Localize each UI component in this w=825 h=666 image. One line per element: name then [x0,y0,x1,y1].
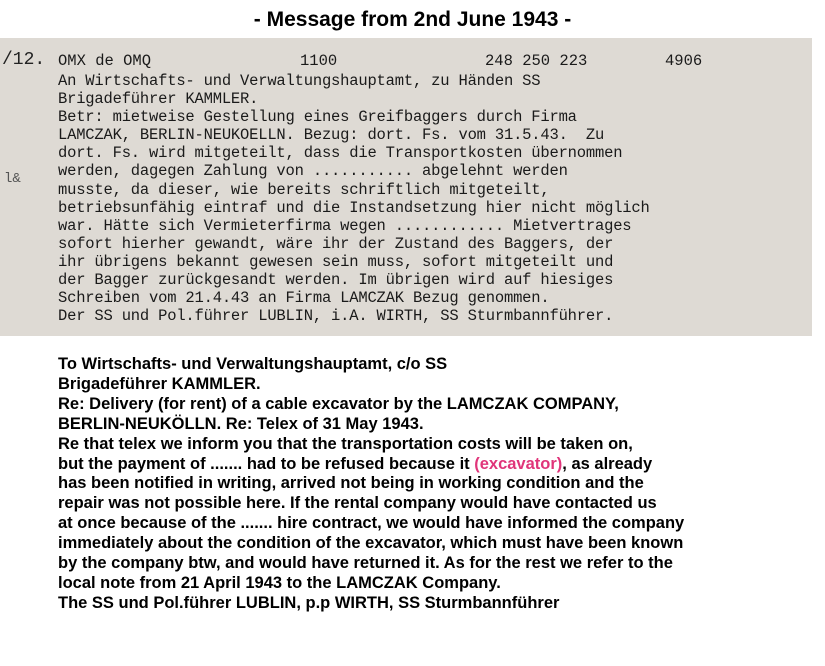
telex-line: Der SS und Pol.führer LUBLIN, i.A. WIRTH, SS Sturmbannführer. [58,307,614,326]
translation-line: at once because of the ....... hire contract, we would have informed the company [58,514,685,533]
telex-line: sofort hierher gewandt, wäre ihr der Zustand des Baggers, der [58,234,614,253]
telex-line: der Bagger zurückgesandt werden. Im übrigen wird auf hiesiges [58,271,614,290]
translation-segment: but the payment of ....... had to be refused because it [58,454,475,473]
telex-line: Brigadeführer KAMMLER. [58,90,259,109]
telex-line: Schreiben vom 21.4.43 an Firma LAMCZAK Bezug genommen. [58,289,550,308]
translation-line: BERLIN-NEUKÖLLN. Re: Telex of 31 May 1943. [58,414,424,433]
telex-sender: OMX de OMQ [58,52,152,70]
telex-line: musste, da dieser, wie bereits schriftlich mitgeteilt, [58,180,550,199]
telex-body [58,72,650,325]
telex-header-row [0,52,812,72]
translation-line: The SS und Pol.führer LUBLIN, p.p WIRTH, SS Sturmbannführer [58,593,560,612]
translation-line: Brigadeführer KAMMLER. [58,374,261,393]
telex-numbers: 248 250 223 [485,52,588,70]
translation-line: Re: Delivery (for rent) of a cable excavator by the LAMCZAK COMPANY, [58,394,619,413]
telex-line: ihr übrigens bekannt gewesen sein muss, sofort mitgeteilt und [58,252,614,271]
translation-line: has been notified in writing, arrived not being in working condition and the [58,474,644,493]
translation-line: Re that telex we inform you that the transportation costs will be taken on, [58,434,633,453]
translation-line [58,455,818,475]
telex-line: werden, dagegen Zahlung von ........... abgelehnt werden [58,162,568,181]
telex-time: 1100 [300,52,338,70]
translation-line: local note from 21 April 1943 to the LAMCZAK Company. [58,573,501,592]
telex-scan [0,38,812,336]
telex-margin-number: /12. [2,50,46,70]
telex-line: LAMCZAK, BERLIN-NEUKOELLN. Bezug: dort. Fs. vom 31.5.43. Zu [58,126,605,145]
telex-line: war. Hätte sich Vermieterfirma wegen ............ Mietvertrages [58,216,632,235]
telex-line: betriebsunfähig eintraf und die Instandsetzung hier nicht möglich [58,198,650,217]
telex-id: 4906 [665,52,703,70]
translation-line: immediately about the condition of the excavator, which must have been known [58,534,684,553]
telex-margin-mark: l& [4,171,21,187]
telex-line: dort. Fs. wird mitgeteilt, dass die Transportkosten übernommen [58,144,623,163]
translation-segment: , as already [562,454,653,473]
translation-line: To Wirtschafts- und Verwaltungshauptamt, c/o SS [58,355,448,373]
telex-line: An Wirtschafts- und Verwaltungshauptamt, zu Händen SS [58,72,541,90]
translation-line: by the company btw, and would have returned it. As for the rest we refer to the [58,554,673,573]
translation-text [58,355,818,614]
highlighted-term: (excavator) [474,454,563,473]
page-heading: - Message from 2nd June 1943 - [253,8,572,31]
translation-line: repair was not possible here. If the rental company would have contacted us [58,494,657,513]
telex-line: Betr: mietweise Gestellung eines Greifbaggers durch Firma [58,108,577,127]
